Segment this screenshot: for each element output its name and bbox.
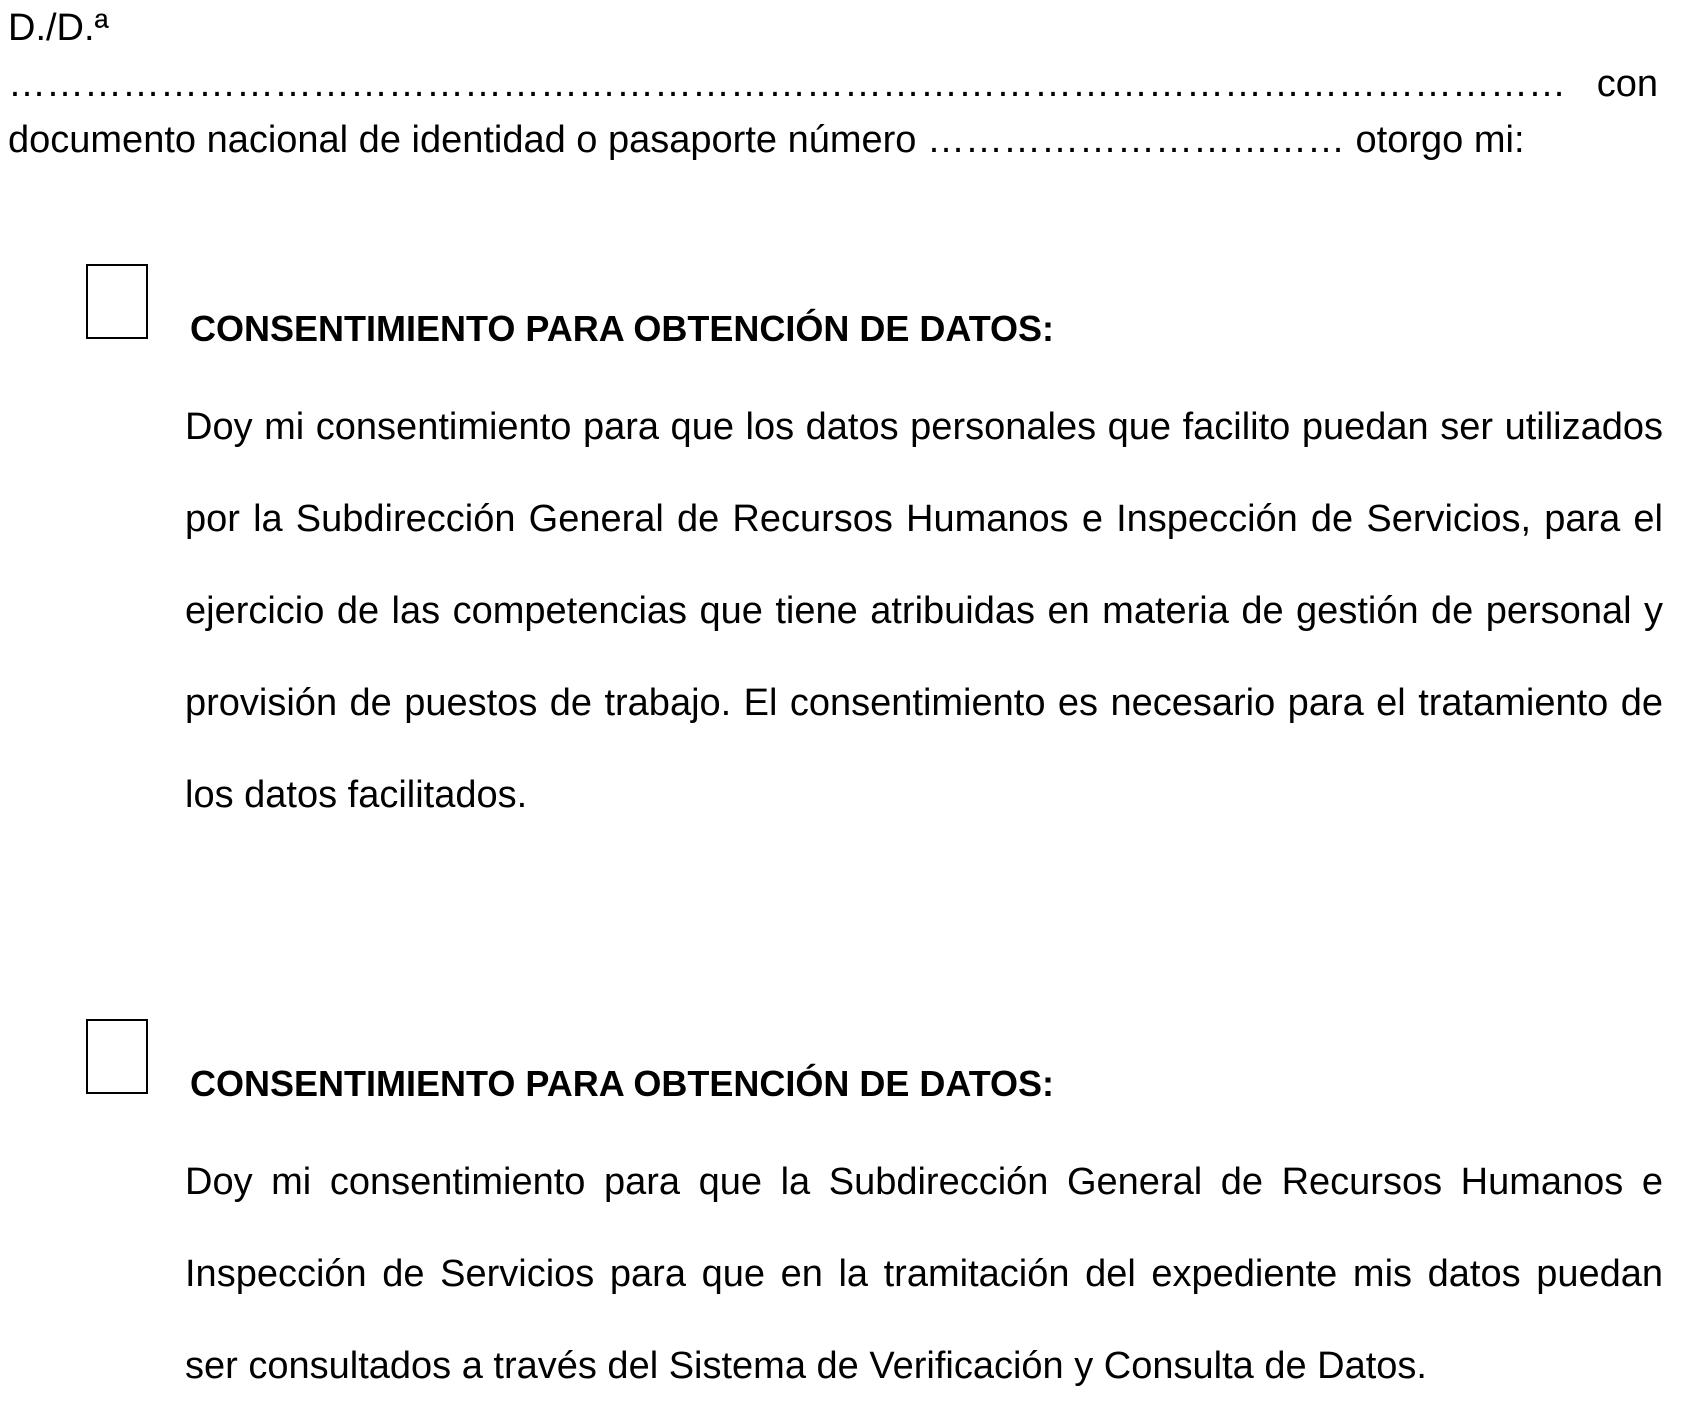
intro-line-2 bbox=[8, 112, 1658, 168]
consent-checkbox-1[interactable] bbox=[86, 264, 148, 339]
intro-line-1 bbox=[8, 0, 1658, 112]
declarant-intro bbox=[8, 0, 1658, 168]
consent-title-1: CONSENTIMIENTO PARA OBTENCIÓN DE DATOS: bbox=[190, 308, 1055, 349]
otorgo-label: otorgo mi: bbox=[1355, 119, 1525, 161]
honorific-label: D./D.ª bbox=[8, 7, 109, 49]
consent-checkbox-2[interactable] bbox=[86, 1019, 148, 1094]
name-blank-field[interactable]: …………………………………………………………………………………………………………… bbox=[8, 63, 1566, 105]
consent-text-1: Doy mi consentimiento para que los datos personales que facilito puedan ser utilizados por la Subdirección General de Recursos Humanos e Inspección de Servicios, para el ejercicio de las competencias que tiene atribuidas en materia de gestión de personal y provisión de puestos de trabajo. El consentimiento es necesario para el tratamiento de los datos facilitados. bbox=[185, 406, 1663, 816]
consent-title-2: CONSENTIMIENTO PARA OBTENCIÓN DE DATOS: bbox=[190, 1063, 1055, 1104]
document-number-blank-field[interactable]: …………………………… bbox=[926, 119, 1345, 161]
con-label: con bbox=[1596, 63, 1658, 105]
document-number-label: documento nacional de identidad o pasaporte número bbox=[8, 119, 917, 161]
consent-text-2: Doy mi consentimiento para que la Subdirección General de Recursos Humanos e Inspección de Servicios para que en la tramitación del expediente mis datos puedan ser consultados a través del Sistema de Verificación y Consulta de Datos. bbox=[185, 1161, 1663, 1387]
